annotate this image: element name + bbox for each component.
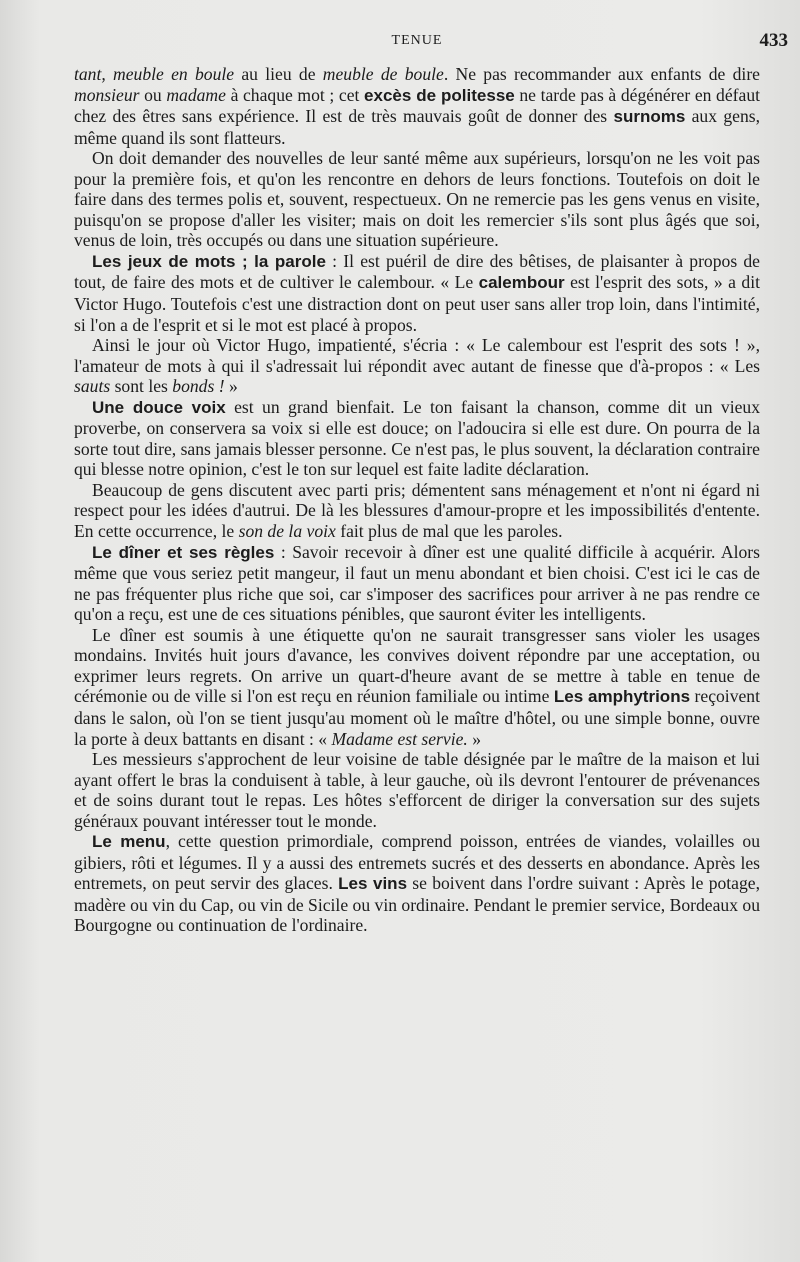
bold-term: Une douce voix: [92, 397, 226, 417]
text-run: : Savoir recevoir à dîner est une qualité difficile à acquérir. Alors même que vous seriez petit mangeur, il faut un menu abondant et bien choisi. C'est ici le cas de ne pas fréquenter plus riche que soi, car s'imposer des sacrifices pour arriver à ne pas rendre ce qu'on a reçu, est une de ces situations pénibles, que sauront éviter les intelligents.: [74, 541, 760, 625]
text-run: Ainsi le jour où Victor Hugo, impatienté, s'écria : « Le calembour est l'esprit des sots ! », l'amateur de mots à qui il s'adressait lui répondit avec autant de finesse que d'à-propos : « Les: [74, 335, 760, 376]
paragraph: [74, 625, 760, 749]
text-run: , cette question primordiale, comprend poisson, entrées de viandes, volailles ou gibiers, rôti et légumes. Il y a aussi des entremets sucrés et des desserts en abondance. Après les entremets, on peut servir des glaces.: [74, 831, 761, 894]
italic-text: Madame est servie.: [331, 728, 468, 749]
text-run: On doit demander des nouvelles de leur santé même aux supérieurs, lorsqu'on ne les voit pas pour la première fois, et qu'on les rencontre en dehors de leurs fonctions. Toutefois on doit le faire dans des termes polis et, souvent, respectueux. On ne remercie pas les gens venus en visite, puisqu'on se propose d'aller les visiter; mais on doit les remercier s'ils sont plus âgés que soi, venus de loin, très occupés ou dans une situation supérieure.: [74, 148, 760, 251]
text-run: Les messieurs s'approchent de leur voisine de table désignée par le maître de la maison et lui ayant offert le bras la conduisent à table, à leur gauche, où ils devront l'entourer de prévenances et de soins durant tout le repas. Les hôtes s'efforcent de diriger la conversation sur des sujets généraux pouvant intéresser tout le monde.: [74, 749, 760, 831]
text-run: . Ne pas recommander aux enfants de dire: [443, 64, 760, 84]
bold-term: surnoms: [613, 107, 686, 127]
text-run: aux gens, même quand ils sont flatteurs.: [74, 106, 760, 148]
paragraph: [74, 749, 760, 831]
text-run: fait plus de mal que les paroles.: [335, 521, 563, 542]
text-run: sont les: [110, 376, 173, 397]
text-run: est l'esprit des sots, » a dit Victor Hugo. Toutefois c'est une distraction dont on peut user sans aller trop loin, dans l'intimité, si l'on a de l'esprit et si le mot est placé à propos.: [74, 272, 760, 335]
text-run: est un grand bienfait. Le ton faisant la chanson, comme dit un vieux proverbe, on conservera sa voix si elle est douce; on l'adoucira si elle est dure. On pourra de la sorte tout dire, sans jamais blesser personne. Ce n'est pas, le plus souvent, la déclaration contraire qui blesse notre opinion, c'est le ton sur lequel est faite ladite déclaration.: [74, 396, 761, 480]
text-run: au lieu de: [234, 64, 323, 84]
paragraph: [74, 831, 760, 936]
bold-term: excès de politesse: [364, 85, 515, 105]
paragraph: [74, 335, 760, 397]
text-run: se boivent dans l'ordre suivant : Après le potage, madère ou vin du Cap, ou vin de Sicile ou vin ordinaire. Pendant le premier service, Bordeaux ou Bourgogne ou continuation de l'ordinaire.: [74, 873, 760, 936]
paragraph: [74, 542, 760, 625]
running-title: TENUE: [391, 33, 443, 48]
text-run: Beaucoup de gens discutent avec parti pris; démentent sans ménagement et n'ont ni égard ni respect pour les idées d'autrui. De là les blessures d'amour-propre et les impossibilités d'entente. En cette occurrence, le: [74, 479, 760, 542]
bold-term: Les vins: [338, 874, 408, 894]
paragraph: [74, 251, 760, 335]
text-run: Le dîner est soumis à une étiquette qu'on ne saurait transgresser sans violer les usages mondains. Invités huit jours d'avance, les convives doivent répondre par une acceptation, ou exprimer leurs regrets. On arrive un quart-d'heure avant de se mettre à table en tenue de cérémonie ou de ville si l'on est reçu en réunion familiale ou intime: [74, 624, 760, 707]
bold-term: calembour: [478, 273, 565, 293]
italic-text: meuble de boule: [322, 64, 444, 84]
bold-term: Les amphytrions: [553, 687, 691, 707]
text-run: reçoivent dans le salon, où l'on se tient jusqu'au moment où le maître d'hôtel, ou une simple bonne, ouvre la porte à deux battants en disant : «: [74, 686, 760, 749]
page-header: [74, 30, 788, 64]
bold-term: Le menu: [92, 832, 166, 852]
italic-text: sauts: [74, 376, 111, 397]
text-run: »: [467, 728, 481, 749]
italic-text: madame: [166, 84, 226, 105]
bold-term: Le dîner et ses règles: [92, 542, 275, 562]
text-run: »: [224, 376, 238, 397]
text-run: : Il est puéril de dire des bêtises, de plaisanter à propos de tout, de faire des mots et de cultiver le calembour. « Le: [74, 250, 760, 293]
text-run: ne tarde pas à dégénérer en défaut chez des êtres sans expérience. Il est de très mauvais goût de donner des: [74, 84, 761, 127]
text-run: à chaque mot ; cet: [225, 84, 365, 105]
body-text: [74, 64, 760, 936]
paragraph: [74, 148, 760, 251]
paragraph: [74, 480, 760, 542]
italic-text: son de la voix: [238, 521, 336, 542]
italic-text: tant, meuble en boule: [74, 64, 235, 84]
page-number: 433: [759, 30, 788, 51]
paragraph: [74, 64, 760, 148]
text-run: ou: [139, 84, 167, 105]
italic-text: monsieur: [74, 84, 140, 105]
bold-term: Les jeux de mots ; la parole: [92, 251, 326, 271]
paragraph: [74, 397, 760, 480]
italic-text: bonds !: [172, 376, 225, 397]
